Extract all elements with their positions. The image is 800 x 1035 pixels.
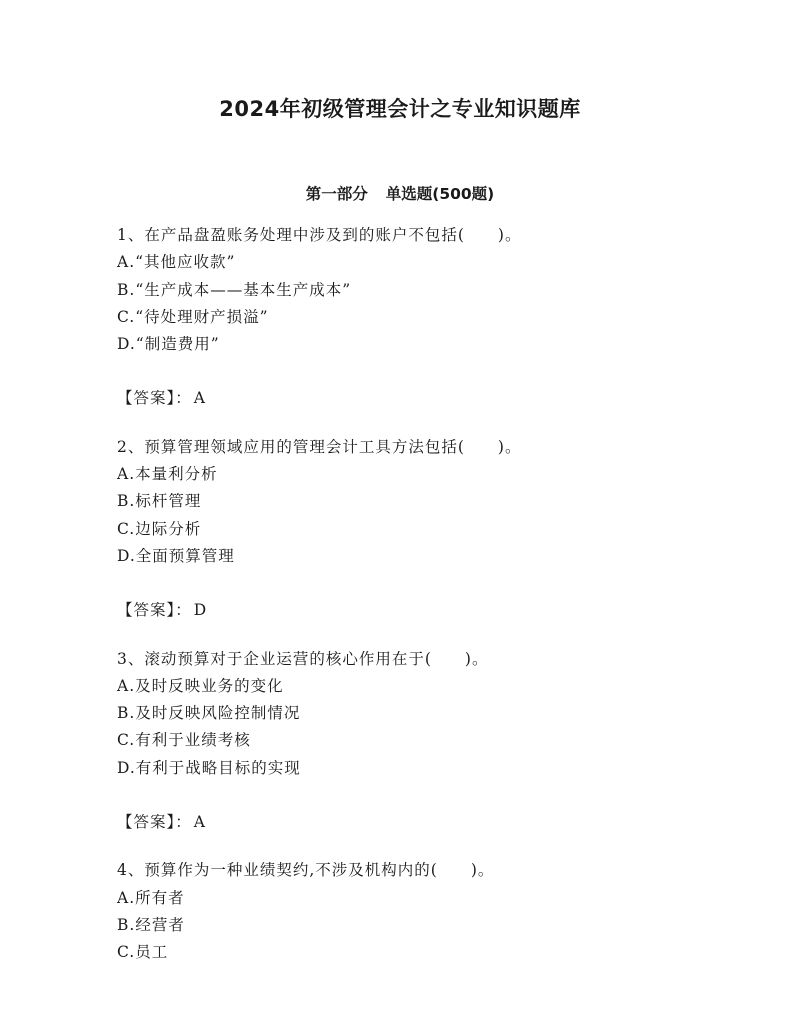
question-stem: 1、在产品盘盈账务处理中涉及到的账户不包括( )。	[117, 226, 522, 244]
answer-label: 【答案】：	[117, 813, 192, 832]
option-a: A.所有者	[117, 888, 185, 907]
question-1	[117, 222, 737, 413]
option-a: A.及时反映业务的变化	[117, 676, 284, 695]
question-list	[117, 222, 737, 967]
option-b: B.及时反映风险控制情况	[117, 704, 301, 723]
answer-value: D	[193, 601, 208, 620]
answer-value: A	[193, 389, 206, 408]
document-title: 2024年初级管理会计之专业知识题库	[219, 97, 581, 121]
section-heading	[0, 181, 800, 207]
option-b: B.经营者	[117, 915, 185, 934]
option-c: C.“待处理财产损溢”	[117, 307, 269, 326]
question-stem: 2、预算管理领域应用的管理会计工具方法包括( )。	[117, 437, 522, 456]
section-subtitle: 单选题(500题)	[385, 185, 495, 203]
option-d: D.有利于战略目标的实现	[117, 758, 301, 777]
answer-row	[117, 597, 737, 624]
option-d: D.全面预算管理	[117, 546, 235, 565]
option-b: B.标杆管理	[117, 492, 202, 511]
question-2	[117, 434, 737, 625]
question-3	[117, 646, 737, 837]
option-b: B.“生产成本——基本生产成本”	[117, 280, 352, 299]
answer-row	[117, 809, 737, 836]
option-a: A.“其他应收款”	[117, 253, 236, 272]
question-stem: 4、预算作为一种业绩契约,不涉及机构内的( )。	[117, 861, 495, 880]
section-label: 第一部分	[305, 185, 368, 203]
answer-value: A	[193, 813, 206, 832]
option-c: C.边际分析	[117, 519, 202, 538]
option-a: A.本量利分析	[117, 465, 218, 484]
answer-label: 【答案】：	[117, 389, 192, 408]
answer-row	[117, 385, 737, 412]
question-4	[117, 857, 737, 966]
question-stem: 3、滚动预算对于企业运营的核心作用在于( )。	[117, 649, 489, 668]
answer-label: 【答案】：	[117, 601, 192, 620]
option-c: C.员工	[117, 943, 169, 962]
option-d: D.“制造费用”	[117, 335, 220, 354]
option-c: C.有利于业绩考核	[117, 731, 251, 750]
